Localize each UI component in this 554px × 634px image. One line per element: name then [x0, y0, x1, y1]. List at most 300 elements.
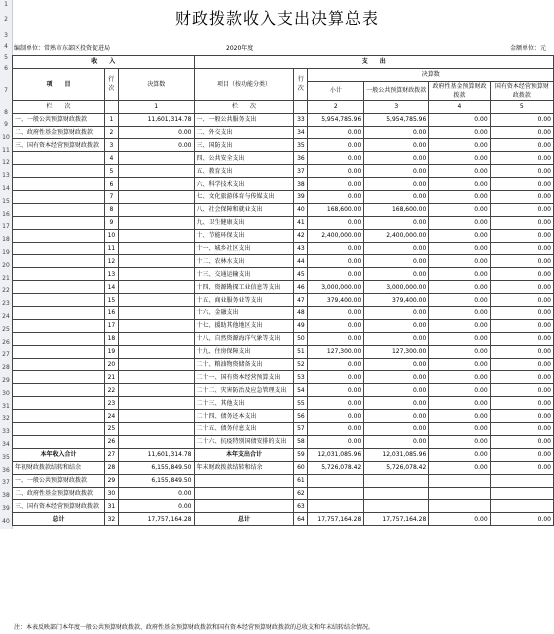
gen-pub-cell[interactable]: 0.00	[364, 126, 429, 139]
income-item-cell[interactable]	[13, 371, 105, 384]
subtotal-cell[interactable]: 0.00	[308, 255, 364, 268]
gov-fund-header[interactable]: 政府性基金预算财政拨款	[429, 81, 490, 100]
subtotal-cell[interactable]: 0.00	[308, 139, 364, 152]
income-line-cell[interactable]: 9	[104, 216, 118, 229]
income-line-cell[interactable]: 22	[104, 384, 118, 397]
gov-fund-cell[interactable]: 0.00	[429, 307, 490, 320]
expense-line-cell[interactable]: 61	[294, 474, 308, 487]
income-item-cell[interactable]	[13, 397, 105, 410]
row-number[interactable]: 32	[0, 413, 13, 426]
row-number[interactable]: 39	[0, 503, 13, 516]
expense-item-cell[interactable]	[194, 487, 294, 500]
row-number[interactable]: 35	[0, 452, 13, 465]
income-line-cell[interactable]: 11	[104, 242, 118, 255]
income-item-cell[interactable]	[13, 319, 105, 332]
expense-item-cell[interactable]: 二十二、灾害防治及应急管理支出	[194, 384, 294, 397]
income-value-cell[interactable]	[118, 281, 194, 294]
expense-line-cell[interactable]: 35	[294, 139, 308, 152]
income-value-cell[interactable]	[118, 384, 194, 397]
income-item-cell[interactable]: 一、一般公共预算财政拨款	[13, 113, 105, 126]
row-number[interactable]: 26	[0, 337, 13, 350]
row-number[interactable]: 29	[0, 375, 13, 388]
expense-item-cell[interactable]: 年末财政拨款结转和结余	[194, 461, 294, 474]
income-value-cell[interactable]: 11,601,314.78	[118, 448, 194, 461]
line-no-header-right[interactable]: 行次	[294, 68, 308, 100]
expense-line-cell[interactable]: 48	[294, 307, 308, 320]
income-line-cell[interactable]: 16	[104, 307, 118, 320]
row-number[interactable]: 21	[0, 273, 13, 286]
income-value-cell[interactable]	[118, 358, 194, 371]
subtotal-cell[interactable]: 0.00	[308, 178, 364, 191]
income-value-cell[interactable]	[118, 178, 194, 191]
income-item-cell[interactable]	[13, 294, 105, 307]
state-capital-cell[interactable]: 0.00	[490, 268, 553, 281]
gen-pub-header[interactable]: 一般公共预算财政拨款	[364, 81, 429, 100]
state-capital-cell[interactable]	[490, 487, 553, 500]
gov-fund-cell[interactable]: 0.00	[429, 203, 490, 216]
income-value-cell[interactable]	[118, 255, 194, 268]
subtotal-cell[interactable]: 0.00	[308, 397, 364, 410]
row-number[interactable]: 36	[0, 465, 13, 478]
gov-fund-cell[interactable]: 0.00	[429, 410, 490, 423]
col-num-4[interactable]: 4	[429, 100, 490, 113]
gov-fund-cell[interactable]: 0.00	[429, 435, 490, 448]
income-line-cell[interactable]: 3	[104, 139, 118, 152]
subtotal-cell[interactable]: 127,300.00	[308, 345, 364, 358]
income-item-cell[interactable]	[13, 410, 105, 423]
income-item-cell[interactable]	[13, 178, 105, 191]
income-item-cell[interactable]	[13, 358, 105, 371]
state-capital-cell[interactable]: 0.00	[490, 165, 553, 178]
income-item-cell[interactable]: 一、一般公共预算财政拨款	[13, 474, 105, 487]
expense-line-cell[interactable]: 44	[294, 255, 308, 268]
expense-item-cell[interactable]: 二十六、抗疫特别国债安排的支出	[194, 435, 294, 448]
gov-fund-cell[interactable]	[429, 500, 490, 513]
state-capital-cell[interactable]: 0.00	[490, 139, 553, 152]
subtotal-cell[interactable]: 0.00	[308, 165, 364, 178]
income-item-cell[interactable]	[13, 191, 105, 204]
gen-pub-cell[interactable]: 127,300.00	[364, 345, 429, 358]
income-line-cell[interactable]: 15	[104, 294, 118, 307]
subtotal-cell[interactable]: 379,400.00	[308, 294, 364, 307]
row-number[interactable]: 40	[0, 516, 13, 529]
income-value-cell[interactable]	[118, 410, 194, 423]
state-capital-cell[interactable]: 0.00	[490, 178, 553, 191]
income-item-cell[interactable]	[13, 332, 105, 345]
col-num-5[interactable]: 5	[490, 100, 553, 113]
expense-item-cell[interactable]: 十九、住房保障支出	[194, 345, 294, 358]
gov-fund-cell[interactable]: 0.00	[429, 513, 490, 526]
gov-fund-cell[interactable]: 0.00	[429, 461, 490, 474]
item-header[interactable]: 项 目	[13, 68, 105, 100]
income-line-cell[interactable]: 28	[104, 461, 118, 474]
income-value-cell[interactable]	[118, 216, 194, 229]
income-line-cell[interactable]: 31	[104, 500, 118, 513]
expense-line-cell[interactable]: 52	[294, 358, 308, 371]
row-number[interactable]: 17	[0, 221, 13, 234]
income-value-cell[interactable]	[118, 423, 194, 436]
expense-item-cell[interactable]: 十三、交通运输支出	[194, 268, 294, 281]
income-line-cell[interactable]: 26	[104, 435, 118, 448]
expense-line-cell[interactable]: 64	[294, 513, 308, 526]
expense-line-cell[interactable]: 59	[294, 448, 308, 461]
income-line-cell[interactable]: 21	[104, 371, 118, 384]
row-number[interactable]: 22	[0, 285, 13, 298]
income-item-cell[interactable]	[13, 435, 105, 448]
income-item-cell[interactable]: 二、政府性基金预算财政拨款	[13, 487, 105, 500]
expense-item-cell[interactable]: 十七、援助其他地区支出	[194, 319, 294, 332]
state-capital-cell[interactable]: 0.00	[490, 435, 553, 448]
expense-item-cell[interactable]: 十一、城乡社区支出	[194, 242, 294, 255]
expense-item-cell[interactable]: 十八、自然资源海洋气象等支出	[194, 332, 294, 345]
income-line-cell[interactable]: 2	[104, 126, 118, 139]
expense-item-cell[interactable]: 一、一般公共服务支出	[194, 113, 294, 126]
expense-line-cell[interactable]: 41	[294, 216, 308, 229]
lan-ci-right[interactable]: 栏 次	[194, 100, 294, 113]
gov-fund-cell[interactable]: 0.00	[429, 294, 490, 307]
income-line-cell[interactable]: 29	[104, 474, 118, 487]
income-line-cell[interactable]: 12	[104, 255, 118, 268]
income-item-cell[interactable]	[13, 165, 105, 178]
income-item-cell[interactable]	[13, 152, 105, 165]
state-capital-cell[interactable]	[490, 500, 553, 513]
state-capital-cell[interactable]: 0.00	[490, 255, 553, 268]
subtotal-cell[interactable]: 5,726,078.42	[308, 461, 364, 474]
row-number[interactable]: 10	[0, 132, 13, 145]
row-number[interactable]: 16	[0, 209, 13, 222]
state-capital-cell[interactable]: 0.00	[490, 216, 553, 229]
item-func-header[interactable]: 项目（按功能分类）	[194, 68, 294, 100]
subtotal-cell[interactable]: 0.00	[308, 216, 364, 229]
state-capital-cell[interactable]: 0.00	[490, 294, 553, 307]
state-capital-cell[interactable]: 0.00	[490, 397, 553, 410]
row-number[interactable]: 30	[0, 388, 13, 401]
income-value-cell[interactable]	[118, 319, 194, 332]
expense-item-cell[interactable]: 十五、商业服务业等支出	[194, 294, 294, 307]
subtotal-cell[interactable]: 0.00	[308, 371, 364, 384]
gen-pub-cell[interactable]: 0.00	[364, 410, 429, 423]
expense-item-cell[interactable]	[194, 500, 294, 513]
expense-item-cell[interactable]: 二十三、其他支出	[194, 397, 294, 410]
income-item-cell[interactable]	[13, 268, 105, 281]
income-item-cell[interactable]: 三、国有资本经营预算财政拨款	[13, 139, 105, 152]
gov-fund-cell[interactable]	[429, 487, 490, 500]
state-capital-header[interactable]: 国有资本经营预算财政拨款	[490, 81, 553, 100]
row-number[interactable]: 11	[0, 145, 13, 158]
state-capital-cell[interactable]: 0.00	[490, 229, 553, 242]
gov-fund-cell[interactable]: 0.00	[429, 319, 490, 332]
line-no-header[interactable]: 行次	[104, 68, 118, 100]
row-number[interactable]: 31	[0, 401, 13, 414]
gen-pub-cell[interactable]: 0.00	[364, 178, 429, 191]
row-number[interactable]: 4	[0, 41, 13, 52]
income-line-cell[interactable]: 13	[104, 268, 118, 281]
income-value-cell[interactable]	[118, 229, 194, 242]
income-item-cell[interactable]: 本年收入合计	[13, 448, 105, 461]
expense-item-cell[interactable]: 五、教育支出	[194, 165, 294, 178]
gen-pub-cell[interactable]: 5,726,078.42	[364, 461, 429, 474]
subtotal-cell[interactable]: 0.00	[308, 332, 364, 345]
income-value-cell[interactable]	[118, 332, 194, 345]
income-value-cell[interactable]	[118, 165, 194, 178]
income-item-cell[interactable]	[13, 307, 105, 320]
expense-line-cell[interactable]: 46	[294, 281, 308, 294]
expense-line-cell[interactable]: 53	[294, 371, 308, 384]
gen-pub-cell[interactable]: 12,031,085.96	[364, 448, 429, 461]
expense-item-cell[interactable]: 八、社会保障和就业支出	[194, 203, 294, 216]
income-item-cell[interactable]	[13, 203, 105, 216]
income-item-cell[interactable]	[13, 255, 105, 268]
subtotal-cell[interactable]: 2,400,000.00	[308, 229, 364, 242]
gov-fund-cell[interactable]: 0.00	[429, 191, 490, 204]
gen-pub-cell[interactable]: 379,400.00	[364, 294, 429, 307]
row-number[interactable]: 2	[0, 10, 13, 30]
gov-fund-cell[interactable]: 0.00	[429, 139, 490, 152]
state-capital-cell[interactable]: 0.00	[490, 513, 553, 526]
state-capital-cell[interactable]: 0.00	[490, 126, 553, 139]
subtotal-cell[interactable]: 5,954,785.96	[308, 113, 364, 126]
row-number[interactable]: 13	[0, 170, 13, 183]
gen-pub-cell[interactable]: 0.00	[364, 384, 429, 397]
expense-item-cell[interactable]: 七、文化旅游体育与传媒支出	[194, 191, 294, 204]
state-capital-cell[interactable]: 0.00	[490, 423, 553, 436]
expense-line-cell[interactable]: 51	[294, 345, 308, 358]
subtotal-cell[interactable]: 0.00	[308, 358, 364, 371]
row-number[interactable]: 5	[0, 52, 13, 63]
state-capital-cell[interactable]: 0.00	[490, 203, 553, 216]
lan-ci-left[interactable]: 栏 次	[13, 100, 105, 113]
subtotal-cell[interactable]: 0.00	[308, 126, 364, 139]
row-number[interactable]: 28	[0, 362, 13, 375]
income-line-cell[interactable]: 24	[104, 410, 118, 423]
row-number[interactable]: 25	[0, 324, 13, 337]
expense-line-cell[interactable]: 58	[294, 435, 308, 448]
expense-header[interactable]: 支 出	[194, 56, 554, 69]
col-num-2[interactable]: 2	[308, 100, 364, 113]
subtotal-cell[interactable]: 12,031,085.96	[308, 448, 364, 461]
expense-line-cell[interactable]: 33	[294, 113, 308, 126]
gov-fund-cell[interactable]: 0.00	[429, 178, 490, 191]
expense-item-cell[interactable]: 十、节能环保支出	[194, 229, 294, 242]
gen-pub-cell[interactable]: 3,000,000.00	[364, 281, 429, 294]
expense-line-cell[interactable]: 55	[294, 397, 308, 410]
state-capital-cell[interactable]: 0.00	[490, 307, 553, 320]
expense-line-cell[interactable]: 38	[294, 178, 308, 191]
gov-fund-cell[interactable]: 0.00	[429, 345, 490, 358]
income-line-cell[interactable]: 4	[104, 152, 118, 165]
gen-pub-cell[interactable]: 0.00	[364, 332, 429, 345]
state-capital-cell[interactable]: 0.00	[490, 371, 553, 384]
expense-item-cell[interactable]: 九、卫生健康支出	[194, 216, 294, 229]
gen-pub-cell[interactable]: 168,600.00	[364, 203, 429, 216]
row-number[interactable]: 38	[0, 490, 13, 503]
subtotal-cell[interactable]	[308, 487, 364, 500]
income-value-cell[interactable]	[118, 371, 194, 384]
income-value-cell[interactable]: 0.00	[118, 139, 194, 152]
row-number[interactable]: 7	[0, 74, 13, 107]
row-number[interactable]: 34	[0, 439, 13, 452]
gen-pub-cell[interactable]	[364, 474, 429, 487]
subtotal-cell[interactable]: 0.00	[308, 319, 364, 332]
income-item-cell[interactable]	[13, 229, 105, 242]
expense-item-cell[interactable]: 二十五、债务付息支出	[194, 423, 294, 436]
gen-pub-cell[interactable]: 0.00	[364, 139, 429, 152]
gov-fund-cell[interactable]: 0.00	[429, 358, 490, 371]
income-value-cell[interactable]	[118, 268, 194, 281]
row-number[interactable]: 1	[0, 0, 13, 10]
gov-fund-cell[interactable]: 0.00	[429, 165, 490, 178]
expense-item-cell[interactable]: 二十一、国有资本经营预算支出	[194, 371, 294, 384]
expense-line-cell[interactable]: 37	[294, 165, 308, 178]
gen-pub-cell[interactable]: 0.00	[364, 358, 429, 371]
income-item-cell[interactable]	[13, 423, 105, 436]
gov-fund-cell[interactable]: 0.00	[429, 332, 490, 345]
row-number[interactable]: 23	[0, 298, 13, 311]
gov-fund-cell[interactable]: 0.00	[429, 255, 490, 268]
income-value-cell[interactable]	[118, 397, 194, 410]
state-capital-cell[interactable]: 0.00	[490, 448, 553, 461]
expense-line-cell[interactable]: 42	[294, 229, 308, 242]
income-value-cell[interactable]: 17,757,164.28	[118, 513, 194, 526]
income-item-cell[interactable]	[13, 384, 105, 397]
expense-item-cell[interactable]: 本年支出合计	[194, 448, 294, 461]
row-number[interactable]: 18	[0, 234, 13, 247]
subtotal-cell[interactable]	[308, 474, 364, 487]
expense-line-cell[interactable]: 57	[294, 423, 308, 436]
expense-line-cell[interactable]: 40	[294, 203, 308, 216]
subtotal-cell[interactable]: 0.00	[308, 307, 364, 320]
gen-pub-cell[interactable]: 0.00	[364, 152, 429, 165]
expense-item-cell[interactable]: 十二、农林水支出	[194, 255, 294, 268]
income-item-cell[interactable]: 三、国有资本经营预算财政拨款	[13, 500, 105, 513]
expense-item-cell[interactable]: 三、国防支出	[194, 139, 294, 152]
subtotal-cell[interactable]: 0.00	[308, 384, 364, 397]
income-item-cell[interactable]	[13, 242, 105, 255]
state-capital-cell[interactable]: 0.00	[490, 113, 553, 126]
income-item-cell[interactable]	[13, 281, 105, 294]
col-num-3[interactable]: 3	[364, 100, 429, 113]
gen-pub-cell[interactable]: 0.00	[364, 255, 429, 268]
gen-pub-cell[interactable]: 0.00	[364, 216, 429, 229]
gov-fund-cell[interactable]: 0.00	[429, 113, 490, 126]
expense-line-cell[interactable]: 54	[294, 384, 308, 397]
row-number[interactable]: 3	[0, 30, 13, 41]
gen-pub-cell[interactable]: 0.00	[364, 397, 429, 410]
gen-pub-cell[interactable]: 0.00	[364, 242, 429, 255]
gov-fund-cell[interactable]: 0.00	[429, 229, 490, 242]
income-line-cell[interactable]: 7	[104, 191, 118, 204]
income-value-cell[interactable]	[118, 191, 194, 204]
income-line-cell[interactable]: 20	[104, 358, 118, 371]
income-item-cell[interactable]	[13, 345, 105, 358]
subtotal-cell[interactable]	[308, 500, 364, 513]
income-value-cell[interactable]: 0.00	[118, 126, 194, 139]
expense-item-cell[interactable]: 四、公共安全支出	[194, 152, 294, 165]
income-item-cell[interactable]: 二、政府性基金预算财政拨款	[13, 126, 105, 139]
expense-item-cell[interactable]: 二十四、债务还本支出	[194, 410, 294, 423]
expense-item-cell[interactable]: 总计	[194, 513, 294, 526]
income-line-cell[interactable]: 25	[104, 423, 118, 436]
gen-pub-cell[interactable]: 0.00	[364, 191, 429, 204]
gen-pub-cell[interactable]: 0.00	[364, 435, 429, 448]
gen-pub-cell[interactable]: 0.00	[364, 268, 429, 281]
expense-line-cell[interactable]: 43	[294, 242, 308, 255]
expense-item-cell[interactable]: 十六、金融支出	[194, 307, 294, 320]
income-value-cell[interactable]	[118, 242, 194, 255]
income-line-cell[interactable]: 14	[104, 281, 118, 294]
row-number[interactable]: 15	[0, 196, 13, 209]
gov-fund-cell[interactable]: 0.00	[429, 268, 490, 281]
gov-fund-cell[interactable]: 0.00	[429, 216, 490, 229]
income-line-cell[interactable]: 19	[104, 345, 118, 358]
subtotal-cell[interactable]: 0.00	[308, 242, 364, 255]
income-value-cell[interactable]	[118, 203, 194, 216]
subtotal-cell[interactable]: 0.00	[308, 152, 364, 165]
gen-pub-cell[interactable]: 0.00	[364, 423, 429, 436]
state-capital-cell[interactable]: 0.00	[490, 358, 553, 371]
subtotal-cell[interactable]: 0.00	[308, 423, 364, 436]
subtotal-cell[interactable]: 0.00	[308, 435, 364, 448]
gov-fund-cell[interactable]: 0.00	[429, 384, 490, 397]
row-number[interactable]: 6	[0, 63, 13, 74]
income-value-cell[interactable]: 6,155,849.50	[118, 461, 194, 474]
income-value-cell[interactable]: 6,155,849.50	[118, 474, 194, 487]
gen-pub-cell[interactable]: 0.00	[364, 319, 429, 332]
row-number[interactable]: 19	[0, 247, 13, 260]
income-line-cell[interactable]: 5	[104, 165, 118, 178]
expense-line-cell[interactable]: 47	[294, 294, 308, 307]
gov-fund-cell[interactable]	[429, 474, 490, 487]
gen-pub-cell[interactable]: 0.00	[364, 371, 429, 384]
income-line-cell[interactable]: 8	[104, 203, 118, 216]
subtotal-cell[interactable]: 0.00	[308, 191, 364, 204]
subtotal-cell[interactable]: 3,000,000.00	[308, 281, 364, 294]
gov-fund-cell[interactable]: 0.00	[429, 448, 490, 461]
subtotal-cell[interactable]: 0.00	[308, 410, 364, 423]
income-item-cell[interactable]: 总计	[13, 513, 105, 526]
expense-line-cell[interactable]: 45	[294, 268, 308, 281]
state-capital-cell[interactable]: 0.00	[490, 281, 553, 294]
row-number[interactable]: 37	[0, 477, 13, 490]
row-number[interactable]: 14	[0, 183, 13, 196]
income-value-cell[interactable]	[118, 294, 194, 307]
blank-cell[interactable]	[294, 100, 308, 113]
gov-fund-cell[interactable]: 0.00	[429, 397, 490, 410]
income-line-cell[interactable]: 30	[104, 487, 118, 500]
row-number[interactable]: 9	[0, 119, 13, 132]
gen-pub-cell[interactable]	[364, 500, 429, 513]
expense-item-cell[interactable]: 六、科学技术支出	[194, 178, 294, 191]
income-line-cell[interactable]: 27	[104, 448, 118, 461]
gov-fund-cell[interactable]: 0.00	[429, 371, 490, 384]
row-number[interactable]: 33	[0, 426, 13, 439]
gov-fund-cell[interactable]: 0.00	[429, 423, 490, 436]
expense-line-cell[interactable]: 63	[294, 500, 308, 513]
income-item-cell[interactable]	[13, 216, 105, 229]
col-num-1[interactable]: 1	[118, 100, 194, 113]
expense-item-cell[interactable]	[194, 474, 294, 487]
gov-fund-cell[interactable]: 0.00	[429, 152, 490, 165]
state-capital-cell[interactable]: 0.00	[490, 242, 553, 255]
income-value-cell[interactable]	[118, 152, 194, 165]
income-value-cell[interactable]	[118, 345, 194, 358]
expense-line-cell[interactable]: 34	[294, 126, 308, 139]
state-capital-cell[interactable]: 0.00	[490, 191, 553, 204]
state-capital-cell[interactable]: 0.00	[490, 319, 553, 332]
income-value-cell[interactable]: 0.00	[118, 487, 194, 500]
expense-item-cell[interactable]: 二、外交支出	[194, 126, 294, 139]
income-value-cell[interactable]	[118, 435, 194, 448]
